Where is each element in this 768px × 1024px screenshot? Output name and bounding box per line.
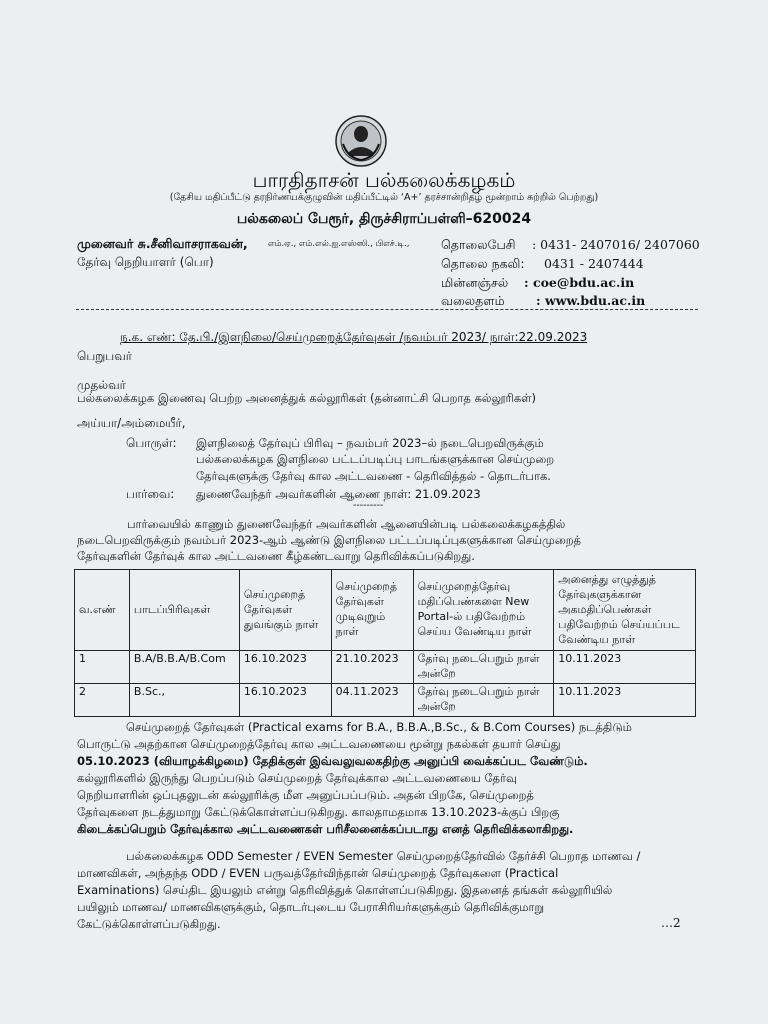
deadline-date: 05.10.2023	[77, 754, 150, 768]
cell-serial: 2	[75, 684, 130, 717]
body1-line-3	[77, 754, 588, 770]
university-seal-logo	[334, 114, 388, 168]
salutation: அய்யா/அம்மையீர்,	[77, 416, 186, 430]
subject-line-2: பல்கலைக்கழக இளநிலை பட்டப்படிப்பு பாடங்களுக்கான செய்முறை	[196, 452, 555, 466]
header-serial: வ.எண்	[75, 570, 130, 651]
cell-mark-upload: தேர்வு நடைபெறும் நாள் அன்றே	[413, 684, 554, 717]
reference-number: ந.க. எண்: தே.பி./இளநிலை/செய்முறைத்தேர்வுகள் /நவம்பர் 2023/ நாள்:22.09.2023	[120, 330, 588, 344]
intro-line-2: நடைபெறவிருக்கும் நவம்பர் 2023-ஆம் ஆண்டு இளநிலை பட்டப்படிப்புகளுக்கான செய்முறைத்	[77, 533, 582, 547]
intro-line-1: பார்வையில் காணும் துணைவேந்தர் அவர்களின் ஆனையின்படி பல்கலைக்கழகத்தில்	[127, 517, 566, 531]
cell-start-date: 16.10.2023	[239, 684, 331, 717]
cell-end-date: 21.10.2023	[331, 651, 413, 684]
cell-internal-upload: 10.11.2023	[554, 684, 696, 717]
body1-line-2: பொருட்டு அதற்கான செய்முறைத்தேர்வு கால அட்டவணையை மூன்று நகல்கள் தயார் செய்து	[77, 737, 561, 751]
separator: ---------	[353, 500, 384, 511]
cell-course: B.Sc.,	[129, 684, 239, 717]
phone-label: தொலைபேசி	[441, 237, 516, 252]
table-row	[75, 651, 696, 684]
view-label: பார்வை:	[126, 487, 175, 501]
accreditation-note: (தேசிய மதிப்பீட்டு தரநிர்ணயக்குழுவின் மதிப்பீட்டில் ‘A+’ தரச்சான்றிதழ் மூன்றாம் சுற்றில் பெற்றது)	[169, 192, 599, 203]
table-header-row	[75, 570, 696, 651]
body2-line-3: Examinations) செய்திட இயலும் என்று தெரிவித்துக் கொள்ளப்படுகிறது. இதனைத் தங்கள் கல்லூரியில்	[77, 883, 613, 897]
recipient-title: முதல்வர்	[77, 378, 126, 392]
fax-label: தொலை நகலி:	[441, 256, 525, 271]
header-end-date: செய்முறைத் தேர்வுகள் முடிவுறும் நாள்	[331, 570, 413, 651]
body1-line-6: தேர்வுகளை நடத்துமாறு கேட்டுக்கொள்ளப்படுகிறது. காலதாமதமாக 13.10.2023-க்குப் பிறகு	[77, 805, 560, 819]
body1-line-7: கிடைக்கப்பெறும் தேர்வுக்கால அட்டவணைகள் பரிசீலனைக்கப்படாது எனத் தெரிவிக்கலாகிறது.	[77, 822, 574, 836]
officer-name: முனைவர் சு.சீனிவாசராகவன்,	[77, 236, 248, 251]
phone-value: : 0431- 2407016/ 2407060	[532, 237, 700, 252]
header-start-date: செய்முறைத் தேர்வுகள் துவங்கும் நாள்	[239, 570, 331, 651]
officer-degrees: எம்.ஏ., எம்.எல்.ஐ.எஸ்ஸி., பிஎச்.டி.,	[268, 239, 410, 249]
header-course: பாடப்பிரிவுகள்	[129, 570, 239, 651]
table-row	[75, 684, 696, 717]
subject-line-3: தேர்வுகளுக்கு தேர்வு கால அட்டவணை - தெரிவித்தல் - தொடர்பாக.	[196, 469, 551, 483]
cell-serial: 1	[75, 651, 130, 684]
email-label: மின்னஞ்சல்	[441, 275, 509, 290]
body1-line-5: நெறியாளரின் ஒப்புதலுடன் கல்லூரிக்கு மீள அனுப்பப்படும். அதன் பிறகே, செய்முறைத்	[77, 788, 534, 802]
web-label: வலைதளம்	[441, 293, 505, 308]
cell-course: B.A/B.B.A/B.Com	[129, 651, 239, 684]
exam-schedule-table	[74, 569, 696, 717]
cell-mark-upload: தேர்வு நடைபெறும் நாள் அன்றே	[413, 651, 554, 684]
recipient-label: பெறுபவர்	[77, 349, 132, 363]
body2-line-5: கேட்டுக்கொள்ளப்படுகிறது.	[77, 917, 221, 931]
subject-line-1: இளநிலைத் தேர்வுப் பிரிவு – நவம்பர் 2023–ல் நடைபெறவிருக்கும்	[196, 436, 544, 450]
university-address: பல்கலைப் பேரூர், திருச்சிராப்பள்ளி–620024	[236, 211, 532, 227]
officer-title: தேர்வு நெறியாளர் (பொ)	[77, 255, 214, 269]
cell-end-date: 04.11.2023	[331, 684, 413, 717]
body2-line-4: பயிலும் மாணவ/ மாணவிகளுக்கும், தொடர்புடைய பேராசிரியர்களுக்கும் தெரிவிக்குமாறு	[77, 900, 545, 914]
header-mark-upload: செய்முறைத்தேர்வு மதிப்பெண்களை New Portal-ல் பதிவேற்றம் செய்ய வேண்டிய நாள்	[413, 570, 554, 651]
deadline-text: (வியாழக்கிழமை) தேதிக்குள் இவ்வலுவலகதிற்கு அனுப்பி வைக்கப்பட வேண்டும்.	[149, 754, 588, 768]
body1-line-1: செய்முறைத் தேர்வுகள் (Practical exams for B.A., B.B.A.,B.Sc., & B.Com Courses) நடத்திடும்	[126, 720, 632, 734]
web-value: : www.bdu.ac.in	[536, 293, 646, 308]
email-value: : coe@bdu.ac.in	[524, 275, 635, 290]
body1-line-4: கல்லூரிகளில் இருந்து பெறப்படும் செய்முறைத் தேர்வுக்கால அட்டவணையை தேர்வு	[77, 771, 518, 785]
cell-internal-upload: 10.11.2023	[554, 651, 696, 684]
header-internal-upload: அனைத்து எழுத்துத் தேர்வுகளுக்கான அகமதிப்பெண்கள் பதிவேற்றம் செய்யப்பட வேண்டிய நாள்	[554, 570, 696, 651]
body2-line-1: பல்கலைக்கழக ODD Semester / EVEN Semester செய்முறைத்தேர்வில் தேர்ச்சி பெறாத மாணவ /	[126, 849, 641, 863]
recipient-detail: பல்கலைக்கழக இணைவு பெற்ற அனைத்துக் கல்லூரிகள் (தன்னாட்சி பெறாத கல்லூரிகள்)	[77, 391, 537, 405]
cell-start-date: 16.10.2023	[239, 651, 331, 684]
page-continuation-marker: …2	[661, 916, 681, 930]
intro-line-3: தேர்வுகளின் தேர்வுக் கால அட்டவணை கீழ்கண்டவாறு தெரிவிக்கப்படுகிறது.	[77, 549, 475, 563]
subject-label: பொருள்:	[126, 436, 177, 450]
view-text: துணைவேந்தர் அவர்களின் ஆணை நாள்: 21.09.2023	[196, 487, 481, 501]
university-name: பாரதிதாசன் பல்கலைக்கழகம்	[252, 168, 516, 192]
body2-line-2: மாணவிகள், அந்தந்த ODD / EVEN பருவத்தேர்விந்தான் செய்முறைத் தேர்வுகளை (Practical	[77, 866, 559, 880]
fax-value: 0431 - 2407444	[544, 256, 644, 271]
header-divider	[76, 309, 698, 310]
